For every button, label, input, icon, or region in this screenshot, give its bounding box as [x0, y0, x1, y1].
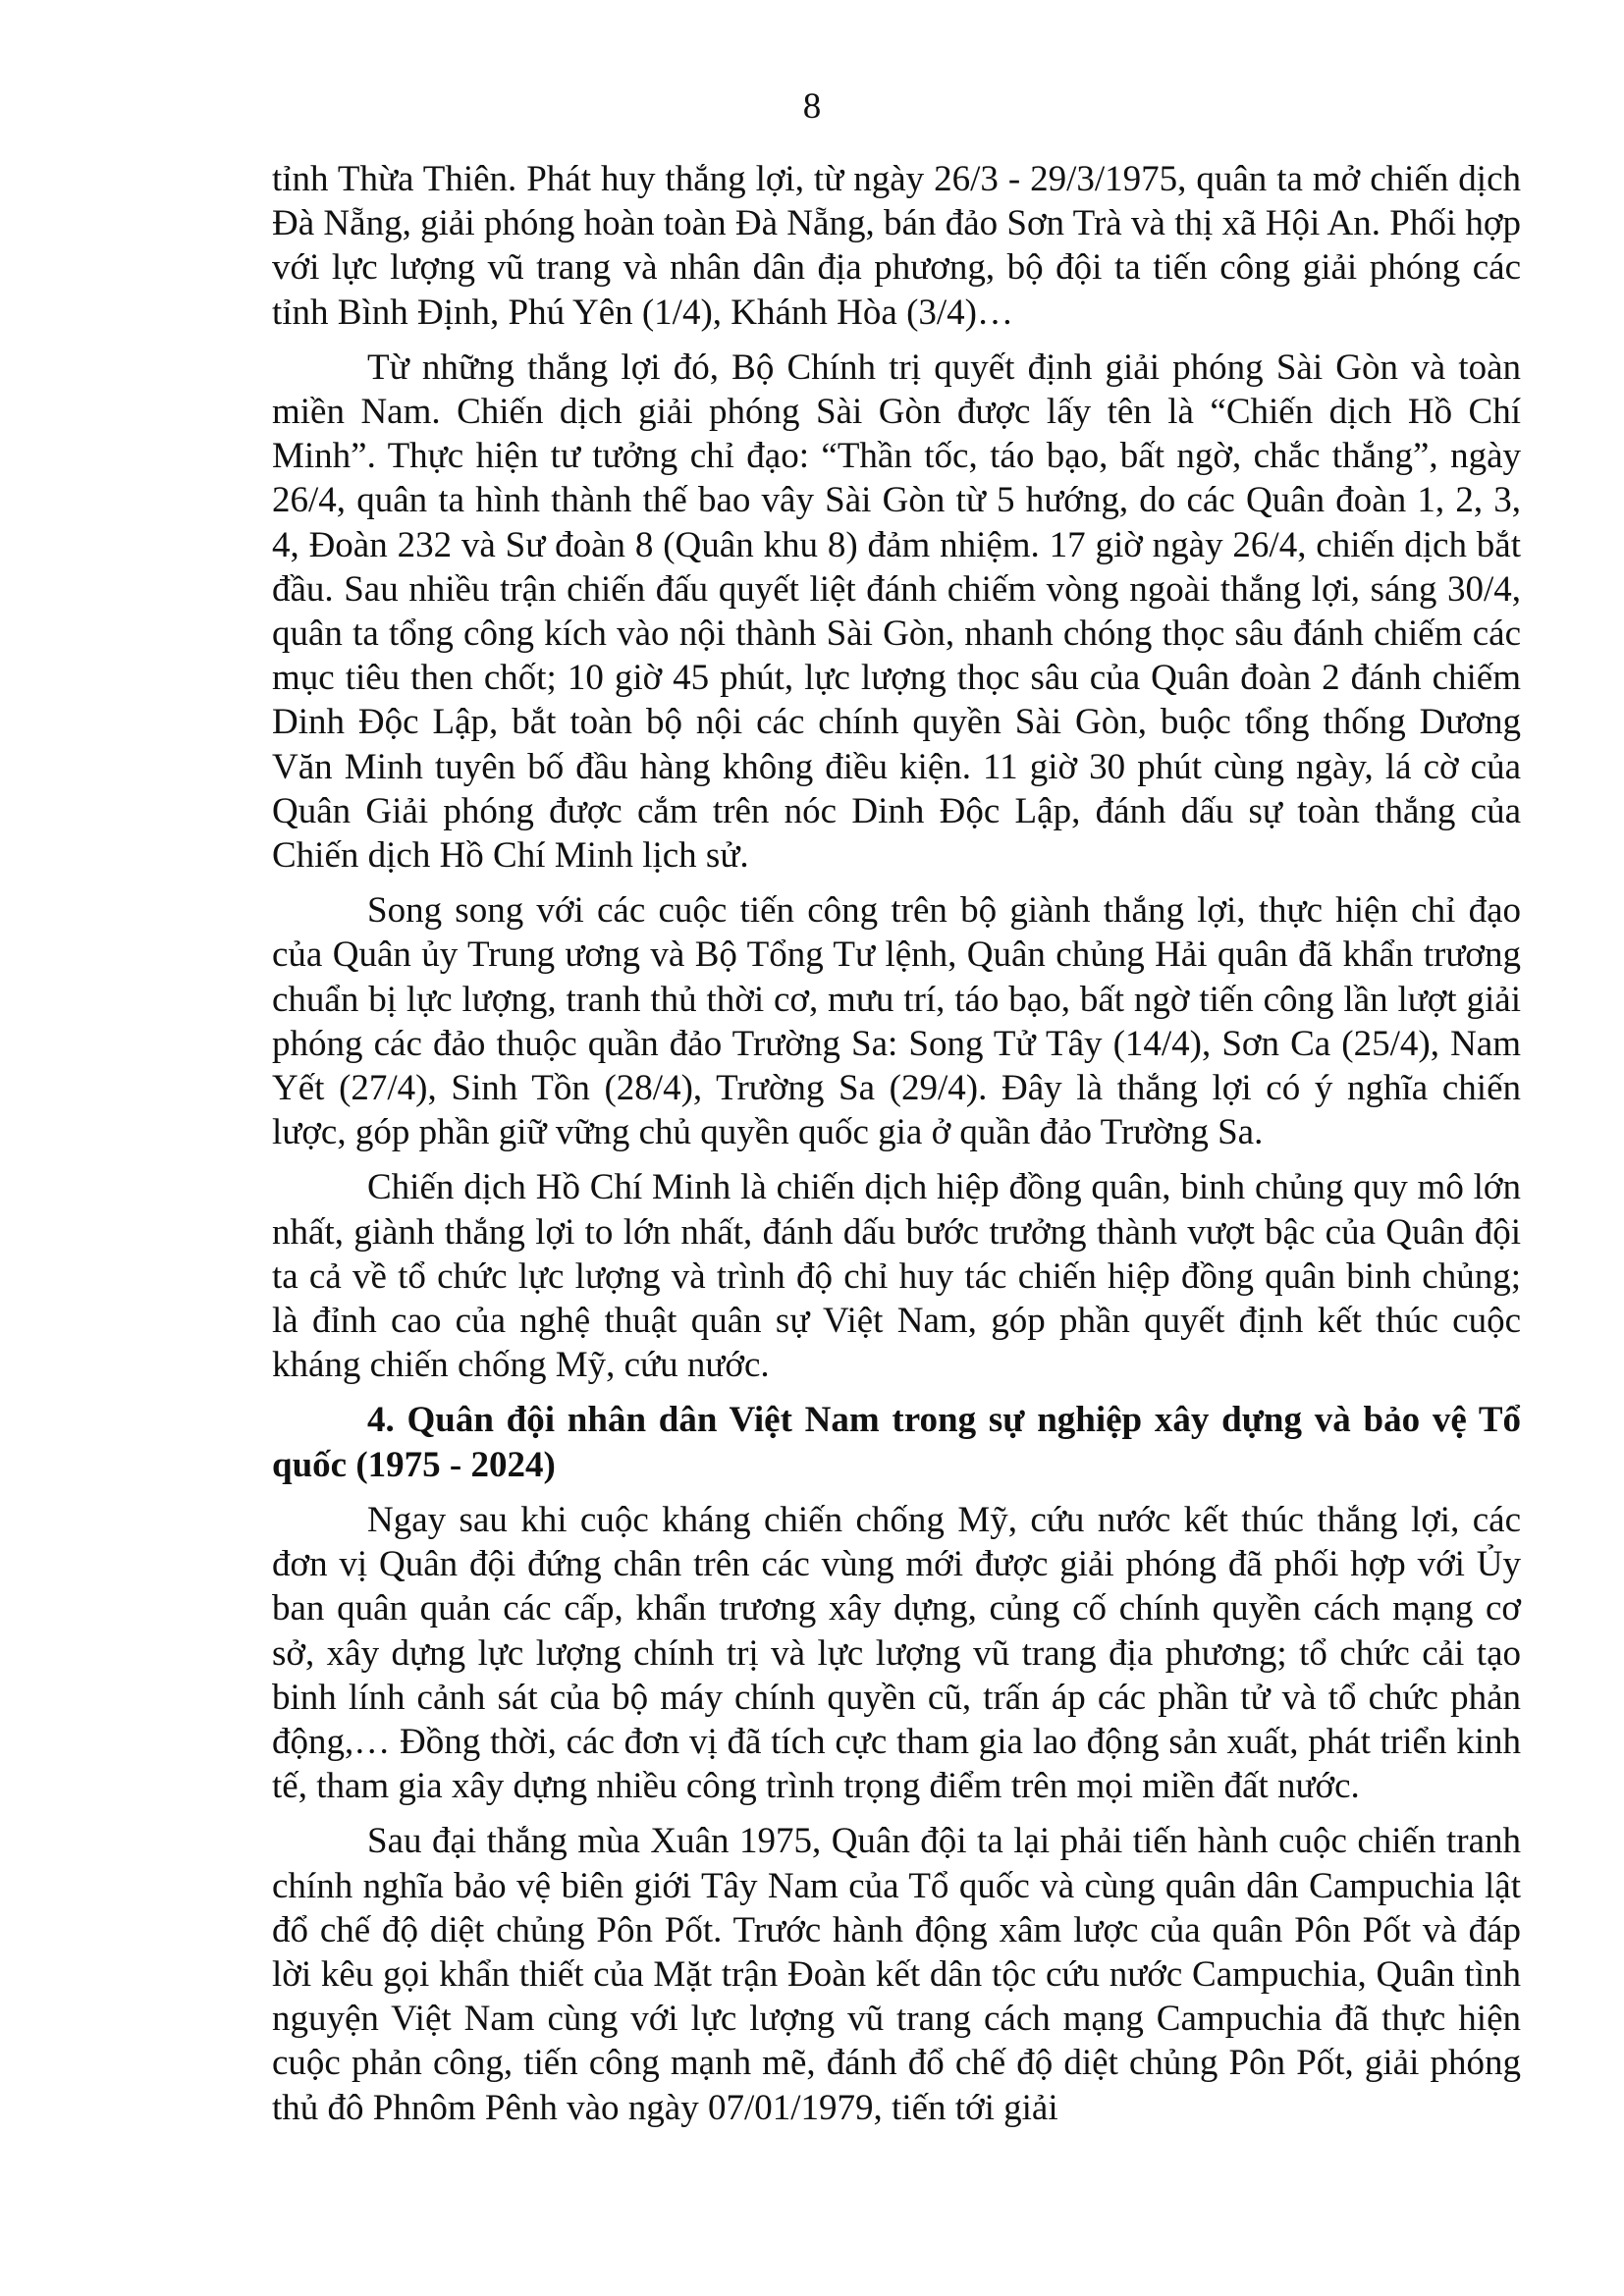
page-number: 8 [802, 86, 822, 127]
paragraph: Từ những thắng lợi đó, Bộ Chính trị quyết định giải phóng Sài Gòn và toàn miền Nam. Chiến dịch giải phóng Sài Gòn được lấy tên là “Chiến dịch Hồ Chí Minh”. Thực hiện tư tưởng chỉ đạo: “Thần tốc, táo bạo, bất ngờ, chắc thắng”, ngày 26/4, quân ta hình thành thế bao vây Sài Gòn từ 5 hướng, do các Quân đoàn 1, 2, 3, 4, Đoàn 232 và Sư đoàn 8 (Quân khu 8) đảm nhiệm. 17 giờ ngày 26/4, chiến dịch bắt đầu. Sau nhiều trận chiến đấu quyết liệt đánh chiếm vòng ngoài thắng lợi, sáng 30/4, quân ta tổng công kích vào nội thành Sài Gòn, nhanh chóng thọc sâu đánh chiếm các mục tiêu then chốt; 10 giờ 45 phút, lực lượng thọc sâu của Quân đoàn 2 đánh chiếm Dinh Độc Lập, bắt toàn bộ nội các chính quyền Sài Gòn, buộc tổng thống Dương Văn Minh tuyên bố đầu hàng không điều kiện. 11 giờ 30 phút cùng ngày, lá cờ của Quân Giải phóng được cắm trên nóc Dinh Độc Lập, đánh dấu sự toàn thắng của Chiến dịch Hồ Chí Minh lịch sử. [272, 347, 1521, 877]
paragraph: Chiến dịch Hồ Chí Minh là chiến dịch hiệp đồng quân, binh chủng quy mô lớn nhất, giành thắng lợi to lớn nhất, đánh dấu bước trưởng thành vượt bậc của Quân đội ta cả về tổ chức lực lượng và trình độ chỉ huy tác chiến hiệp đồng quân binh chủng; là đỉnh cao của nghệ thuật quân sự Việt Nam, góp phần quyết định kết thúc cuộc kháng chiến chống Mỹ, cứu nước. [272, 1167, 1521, 1386]
body-text [272, 157, 1521, 2141]
paragraph-continued: tỉnh Thừa Thiên. Phát huy thắng lợi, từ ngày 26/3 - 29/3/1975, quân ta mở chiến dịch Đà Nẵng, giải phóng hoàn toàn Đà Nẵng, bán đảo Sơn Trà và thị xã Hội An. Phối hợp với lực lượng vũ trang và nhân dân địa phương, bộ đội ta tiến công giải phóng các tỉnh Bình Định, Phú Yên (1/4), Khánh Hòa (3/4)… [272, 159, 1521, 333]
section-heading: 4. Quân đội nhân dân Việt Nam trong sự nghiệp xây dựng và bảo vệ Tổ quốc (1975 - 2024) [272, 1400, 1521, 1485]
paragraph: Sau đại thắng mùa Xuân 1975, Quân đội ta lại phải tiến hành cuộc chiến tranh chính nghĩa bảo vệ biên giới Tây Nam của Tổ quốc và cùng quân dân Campuchia lật đổ chế độ diệt chủng Pôn Pốt. Trước hành động xâm lược của quân Pôn Pốt và đáp lời kêu gọi khẩn thiết của Mặt trận Đoàn kết dân tộc cứu nước Campuchia, Quân tình nguyện Việt Nam cùng với lực lượng vũ trang cách mạng Campuchia đã thực hiện cuộc phản công, tiến công mạnh mẽ, đánh đổ chế độ diệt chủng Pôn Pốt, giải phóng thủ đô Phnôm Pênh vào ngày 07/01/1979, tiến tới giải [272, 1821, 1521, 2128]
paragraph: Ngay sau khi cuộc kháng chiến chống Mỹ, cứu nước kết thúc thắng lợi, các đơn vị Quân đội đứng chân trên các vùng mới được giải phóng đã phối hợp với Ủy ban quân quản các cấp, khẩn trương xây dựng, củng cố chính quyền cách mạng cơ sở, xây dựng lực lượng chính trị và lực lượng vũ trang địa phương; tổ chức cải tạo binh lính cảnh sát của bộ máy chính quyền cũ, trấn áp các phần tử và tổ chức phản động,… Đồng thời, các đơn vị đã tích cực tham gia lao động sản xuất, phát triển kinh tế, tham gia xây dựng nhiều công trình trọng điểm trên mọi miền đất nước. [272, 1499, 1521, 1807]
paragraph: Song song với các cuộc tiến công trên bộ giành thắng lợi, thực hiện chỉ đạo của Quân ủy Trung ương và Bộ Tổng Tư lệnh, Quân chủng Hải quân đã khẩn trương chuẩn bị lực lượng, tranh thủ thời cơ, mưu trí, táo bạo, bất ngờ tiến công lần lượt giải phóng các đảo thuộc quần đảo Trường Sa: Song Tử Tây (14/4), Sơn Ca (25/4), Nam Yết (27/4), Sinh Tồn (28/4), Trường Sa (29/4). Đây là thắng lợi có ý nghĩa chiến lược, góp phần giữ vững chủ quyền quốc gia ở quần đảo Trường Sa. [272, 890, 1521, 1153]
